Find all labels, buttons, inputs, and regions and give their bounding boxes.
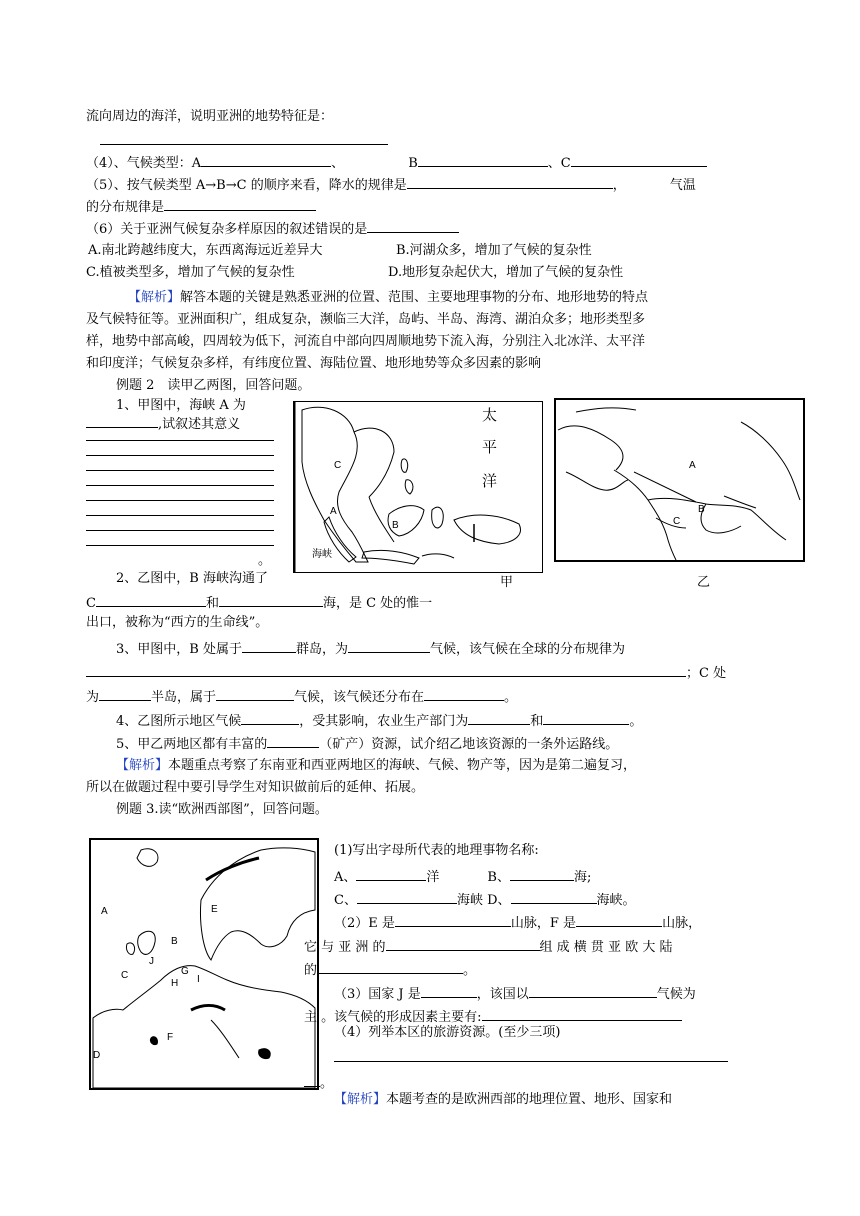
ex2-analysis-line2: 所以在做题过程中要引导学生对知识做前后的延伸、拓展。 (86, 780, 425, 795)
map-jia-label-ping: 平 (482, 438, 498, 456)
ex2-q1-answer-lines[interactable] (86, 426, 274, 546)
ex2-q2-line1: 2、乙图中，B 海峡沟通了 (116, 571, 268, 586)
map-europe-label-e: E (211, 904, 218, 915)
q6-option-c[interactable]: C.植被类型多，增加了气候的复杂性 (86, 265, 295, 280)
ex3-q1: (1)写出字母所代表的地理事物名称: (334, 843, 539, 858)
map-europe-west (89, 838, 319, 1090)
map-jia-label-strait: 海峡 (312, 549, 332, 560)
map-europe-label-b: B (171, 936, 178, 947)
ex2-q1-end: 。 (258, 553, 272, 568)
ex2-q5-blank[interactable] (267, 733, 319, 748)
ex2-q3-blank1[interactable] (242, 638, 296, 653)
q6-option-a[interactable]: A.南北跨越纬度大，东西离海远近差异大 (88, 243, 323, 258)
q6-blank[interactable] (367, 218, 459, 233)
ex3-analysis: 【解析】本题考查的是欧洲西部的地理位置、地形、国家和 (334, 1092, 673, 1107)
ex2-q3-blank6[interactable] (424, 686, 504, 701)
ex3-q2-line1: （2）E 是 山脉，F 是 山脉， (334, 912, 701, 933)
ex3-blank-d[interactable] (511, 889, 597, 904)
ex3-blank-mountain[interactable] (386, 936, 540, 951)
q5-line2: 的分布规律是 (86, 196, 316, 217)
ex3-q1-cd: C、 海峡 D、 海峡。 (334, 889, 636, 910)
ex2-q3-blank3[interactable] (86, 662, 686, 677)
ex3-blank-b[interactable] (510, 866, 574, 881)
map-jia-label-c: C (334, 460, 342, 471)
map-jia-label-yang: 洋 (482, 472, 498, 490)
q4-blank-b[interactable] (418, 152, 548, 167)
ex3-blank-belt[interactable] (317, 959, 463, 974)
ex2-analysis-line1: 【解析】本题重点考察了东南亚和西亚两地区的海峡、气候、物产等，因为是第二遍复习， (116, 758, 637, 773)
ex3-q3-line1: （3）国家 J 是 ，该国以 气候为 (334, 983, 696, 1004)
ex2-q2-line2: C 和 海，是 C 处的惟一 (86, 592, 432, 613)
ex2-q3-blank4[interactable] (99, 686, 151, 701)
ex2-q4-blank3[interactable] (543, 710, 629, 725)
analysis1-line2: 及气候特征等。亚洲面积广，组成复杂，濒临三大洋，岛屿、半岛、海湾、湖泊众多；地形类型多 (86, 312, 646, 327)
q6-option-d[interactable]: D.地形复杂起伏大，增加了气候的复杂性 (388, 265, 624, 280)
map-europe-label-a: A (101, 906, 108, 917)
map-europe-label-d: D (93, 1050, 101, 1061)
ex3-blank-climate[interactable] (529, 983, 657, 998)
ex2-q2-blank1[interactable] (96, 592, 206, 607)
map-jia-label-tai: 太 (482, 406, 498, 424)
ex3-q2-line2: 它 与 亚 洲 的 组 成 横 贯 亚 欧 大 陆 (304, 936, 672, 957)
q6-stem: （6）关于亚洲气候复杂多样原因的叙述错误的是 (86, 218, 459, 239)
ex2-q1-line1: 1、甲图中，海峡 A 为 (116, 398, 246, 413)
map-yi-label-c: C (673, 516, 681, 527)
analysis1-line1: 【解析】解答本题的关键是熟悉亚洲的位置、范围、主要地理事物的分布、地形地势的特点 (128, 290, 649, 305)
map-europe-label-f: F (167, 1032, 174, 1043)
ex3-q1-ab: A、 洋 B、 海; (334, 866, 591, 887)
ex2-q4-blank1[interactable] (241, 710, 299, 725)
ex3-blank-a[interactable] (356, 866, 426, 881)
ex3-blank-c[interactable] (357, 889, 457, 904)
map-yi-label-b: B (698, 504, 705, 515)
map-europe-label-g: G (181, 966, 189, 977)
ex2-q3-blank5[interactable] (216, 686, 294, 701)
map-jia-caption: 甲 (500, 575, 514, 590)
ex3-blank-j[interactable] (421, 983, 477, 998)
ex2-q3-blank2[interactable] (348, 638, 430, 653)
ex3-blank-e[interactable] (395, 912, 511, 927)
ex2-q4-blank2[interactable] (468, 710, 530, 725)
q1-tail: 流向周边的海洋，说明亚洲的地势特征是： (86, 109, 334, 124)
map-europe-label-c: C (121, 970, 129, 981)
ex3-q4-line[interactable] (334, 1047, 728, 1068)
ex2-q3-line2: ；C 处 (86, 662, 726, 683)
analysis1-line4: 和印度洋；气候复杂多样，有纬度位置、海陆位置、地形地势等众多因素的影响 (86, 356, 542, 371)
map-europe-label-h: H (171, 978, 179, 989)
analysis1-line3: 样，地势中部高峻，四周较为低下，河流自中部向四周顺地势下流入海，分别注入北冰洋、太平洋 (86, 334, 646, 349)
map-yi (554, 398, 805, 562)
map-yi-caption: 乙 (697, 575, 711, 590)
map-jia (293, 401, 543, 573)
ex3-q4-end: 。 (304, 1072, 333, 1093)
ex2-q3-line1: 3、甲图中，B 处属于 群岛，为 气候，该气候在全球的分布规律为 (116, 638, 625, 659)
ex3-q4: （4）列举本区的旅游资源。(至少三项) (334, 1025, 561, 1040)
ex2-q4: 4、乙图所示地区气候 ，受其影响，农业生产部门为 和 。 (116, 710, 642, 731)
ex2-q1-line2: ,试叙述其意义 (86, 413, 240, 434)
ex2-q2-line3: 出口，被称为“西方的生命线”。 (86, 615, 269, 630)
q5-line1: （5）、按气候类型 A→B→C 的顺序来看，降水的规律是 ， 气温 (86, 174, 696, 195)
q4-blank-c[interactable] (571, 152, 707, 167)
example2-title: 例题 2 读甲乙两图，回答问题。 (116, 378, 311, 393)
q6-option-b[interactable]: B.河湖众多，增加了气候的复杂性 (396, 243, 592, 258)
map-jia-label-a: A (330, 506, 337, 517)
q5-blank-temp[interactable] (164, 196, 316, 211)
example3-title: 例题 3.读“欧洲西部图”，回答问题。 (116, 802, 328, 817)
map-europe-label-i: I (197, 974, 200, 985)
ex2-q2-blank2[interactable] (219, 592, 323, 607)
ex3-q3-line2: 主 。该气候的形成因素主要有: (304, 1006, 682, 1027)
map-europe-label-j: J (149, 956, 154, 967)
map-yi-label-a: A (689, 460, 696, 471)
q4-line: （4）、气候类型：A 、 B 、C (86, 152, 707, 173)
ex3-q2-line3: 的 。 (304, 959, 476, 980)
ex3-blank-f[interactable] (576, 912, 662, 927)
ex3-blank-factors[interactable] (482, 1006, 682, 1021)
q4-blank-a[interactable] (201, 152, 331, 167)
ex2-q3-line3: 为 半岛，属于 气候，该气候还分布在 。 (86, 686, 517, 707)
q1-answer-line[interactable] (100, 130, 388, 151)
map-jia-label-b: B (392, 520, 399, 531)
ex2-q5: 5、甲乙两地区都有丰富的 （矿产）资源，试介绍乙地该资源的一条外运路线。 (116, 733, 618, 754)
q5-blank-rain[interactable] (407, 174, 613, 189)
